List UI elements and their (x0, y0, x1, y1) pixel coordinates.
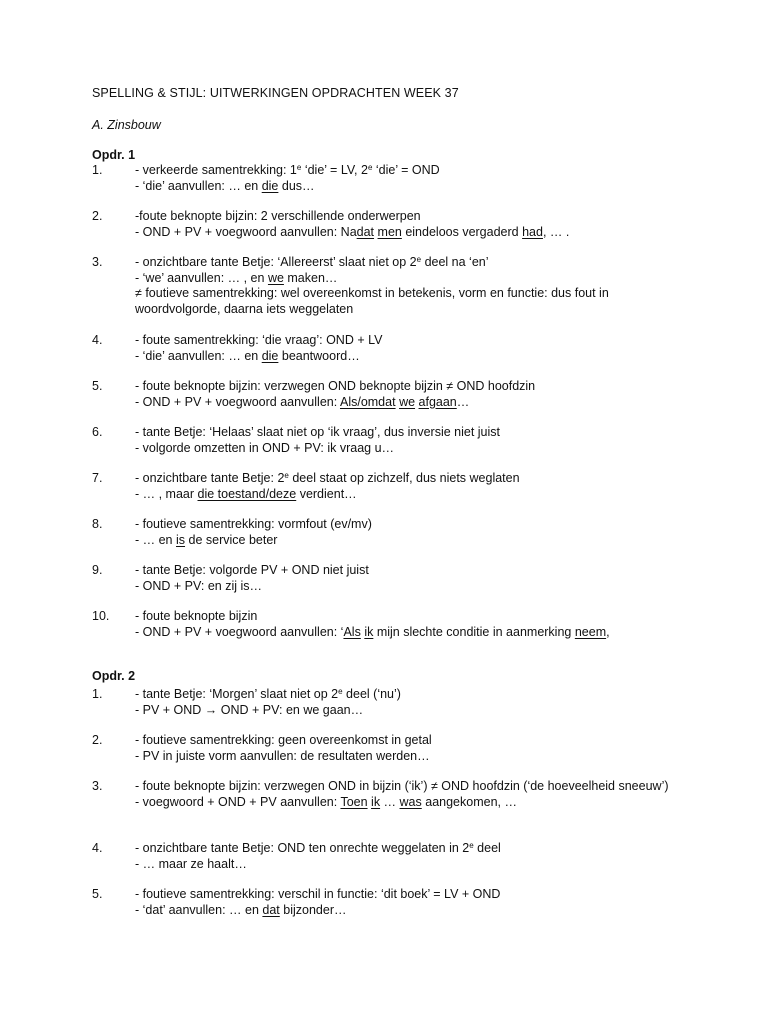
list-item (92, 687, 692, 718)
item-lines (135, 163, 692, 194)
text-segment: - verkeerde samentrekking: 1 (135, 163, 297, 177)
underlined-word: ik (371, 794, 381, 809)
item-lines (135, 687, 692, 718)
item-lines (135, 841, 692, 872)
item-line (135, 395, 692, 411)
item-line (135, 163, 692, 179)
text-segment: mijn slechte conditie in aanmerking (373, 624, 575, 639)
item-line (135, 841, 692, 857)
text-segment: verdient… (296, 486, 357, 501)
item-lines (135, 779, 692, 810)
item-line (135, 857, 692, 873)
text-segment: beantwoord… (278, 348, 360, 363)
item-line (135, 903, 692, 919)
text-segment: eindeloos vergaderd (401, 224, 523, 239)
list-item (92, 841, 692, 872)
item-number: 10. (92, 609, 110, 623)
list-item (92, 563, 692, 594)
item-line (135, 441, 692, 457)
underlined-word: was (399, 794, 422, 809)
underlined-word: dat (262, 902, 280, 917)
text-segment: deel (473, 841, 501, 855)
text-segment: - onzichtbare tante Betje: 2 (135, 471, 285, 485)
text-segment: - onzichtbare tante Betje: OND ten onrechte weggelaten in 2 (135, 841, 470, 855)
item-line (135, 425, 692, 441)
item-lines (135, 425, 692, 456)
list-item (92, 887, 692, 918)
text-segment: deel staat op zichzelf, dus niets weglaten (288, 471, 520, 485)
text-segment: - voegwoord + OND + PV aanvullen: (135, 794, 341, 809)
opdr1-heading: Opdr. 1 (92, 148, 136, 162)
item-lines (135, 887, 692, 918)
item-number: 3. (92, 255, 103, 269)
text-segment: - OND + PV + voegwoord aanvullen: Na (135, 224, 357, 239)
list-item (92, 609, 692, 640)
underlined-word: die (261, 348, 279, 363)
superscript: e (416, 255, 422, 264)
item-line (135, 209, 692, 225)
opdr2-heading: Opdr. 2 (92, 669, 136, 683)
item-line (135, 579, 692, 595)
text-segment: bijzonder… (279, 902, 347, 917)
item-line (135, 487, 692, 503)
list-item (92, 255, 692, 317)
text-segment: -foute beknopte bijzin: 2 verschillende onderwerpen (135, 209, 421, 223)
list-item (92, 517, 692, 548)
item-number: 4. (92, 841, 103, 855)
text-segment: - OND + PV + voegwoord aanvullen: (135, 394, 340, 409)
underlined-word: had (522, 224, 543, 239)
text-segment: de service beter (185, 532, 278, 547)
item-line (135, 687, 692, 703)
text-segment: - foutieve samentrekking: vormfout (ev/mv) (135, 517, 372, 531)
item-line (135, 471, 692, 487)
text-segment: , (606, 624, 610, 639)
text-segment: - … maar ze haalt… (135, 856, 247, 871)
item-lines (135, 209, 692, 240)
list-item (92, 779, 692, 810)
section-heading: A. Zinsbouw (92, 118, 161, 132)
text-segment: - volgorde omzetten in OND + PV: ik vraag u… (135, 440, 395, 455)
text-segment: - tante Betje: ‘Morgen’ slaat niet op 2 (135, 687, 339, 701)
item-line (135, 625, 692, 641)
item-number: 2. (92, 209, 103, 223)
text-segment: - ‘dat’ aanvullen: … en (135, 902, 263, 917)
item-line (135, 779, 692, 795)
text-segment: - ‘we’ aanvullen: … , en (135, 270, 268, 285)
item-number: 5. (92, 379, 103, 393)
underlined-word: is (176, 532, 186, 547)
list-item (92, 379, 692, 410)
underlined-word: die toestand/deze (197, 486, 297, 501)
item-lines (135, 517, 692, 548)
item-line (135, 286, 692, 317)
text-segment: - PV + OND → OND + PV: en we gaan… (135, 702, 364, 717)
text-segment: dus… (278, 178, 315, 193)
text-segment: - foutieve samentrekking: verschil in functie: ‘dit boek’ = LV + OND (135, 887, 501, 901)
text-segment: - foute beknopte bijzin: verzwegen OND beknopte bijzin ≠ OND hoofdzin (135, 379, 536, 393)
item-lines (135, 733, 692, 764)
list-item (92, 163, 692, 194)
item-number: 9. (92, 563, 103, 577)
underlined-word: die (261, 178, 279, 193)
item-number: 4. (92, 333, 103, 347)
text-segment: - foute beknopte bijzin: verzwegen OND in bijzin (‘ik’) ≠ OND hoofdzin (‘de hoeveelheid sneeuw’) (135, 779, 669, 793)
item-line (135, 733, 692, 749)
underlined-word: ik (364, 624, 374, 639)
item-number: 3. (92, 779, 103, 793)
text-segment: … (380, 794, 400, 809)
item-line (135, 271, 692, 287)
superscript: e (296, 163, 302, 172)
text-segment: … (456, 394, 470, 409)
item-line (135, 887, 692, 903)
item-line (135, 563, 692, 579)
superscript: e (469, 841, 474, 850)
item-number: 7. (92, 471, 103, 485)
item-line (135, 533, 692, 549)
list-item (92, 333, 692, 364)
underlined-word: Als/omdat (339, 394, 396, 409)
text-segment: deel na ‘en’ (421, 255, 489, 269)
superscript: e (367, 163, 373, 172)
item-number: 8. (92, 517, 103, 531)
item-number: 2. (92, 733, 103, 747)
text-segment: maken… (283, 270, 338, 285)
list-item (92, 209, 692, 240)
superscript: e (284, 471, 289, 480)
text-segment: - ‘die’ aanvullen: … en (135, 348, 262, 363)
item-lines (135, 333, 692, 364)
item-line (135, 179, 692, 195)
document-title: SPELLING & STIJL: UITWERKINGEN OPDRACHTEN WEEK 37 (92, 86, 459, 100)
underlined-word: we (399, 394, 416, 409)
text-segment: - … en (135, 532, 176, 547)
item-number: 6. (92, 425, 103, 439)
item-line (135, 517, 692, 533)
text-segment: - OND + PV: en zij is… (135, 578, 262, 593)
item-lines (135, 609, 692, 640)
item-line (135, 349, 692, 365)
item-lines (135, 255, 692, 317)
underlined-word: men (377, 224, 402, 239)
underlined-word: neem (574, 624, 607, 639)
item-line (135, 703, 692, 719)
item-lines (135, 379, 692, 410)
text-segment: ‘die’ = OND (372, 163, 440, 177)
item-line (135, 333, 692, 349)
text-segment: - foute beknopte bijzin (135, 609, 258, 623)
text-segment: - OND + PV + voegwoord aanvullen: ‘ (135, 624, 344, 639)
text-segment: - tante Betje: ‘Helaas’ slaat niet op ‘ik vraag’, dus inversie niet juist (135, 425, 500, 439)
text-segment: - ‘die’ aanvullen: … en (135, 178, 262, 193)
text-segment: - foute samentrekking: ‘die vraag’: OND + LV (135, 333, 383, 347)
list-item (92, 471, 692, 502)
item-line (135, 609, 692, 625)
text-segment: ≠ foutieve samentrekking: wel overeenkomst in betekenis, vorm en functie: dus fout in woordvolgorde, daarna iets weggelaten (135, 286, 609, 316)
item-number: 1. (92, 163, 103, 177)
list-item (92, 733, 692, 764)
underlined-word: dat (356, 224, 375, 239)
underlined-word: Toen (340, 794, 368, 809)
item-number: 5. (92, 887, 103, 901)
item-lines (135, 563, 692, 594)
underlined-word: Als (343, 624, 361, 639)
underlined-word: we (267, 270, 284, 285)
text-segment: - PV in juiste vorm aanvullen: de resultaten werden… (135, 748, 430, 763)
list-item (92, 425, 692, 456)
item-lines (135, 471, 692, 502)
item-line (135, 255, 692, 271)
text-segment: - foutieve samentrekking: geen overeenkomst in getal (135, 733, 432, 747)
text-segment: - … , maar (135, 486, 198, 501)
text-segment: , … . (542, 224, 570, 239)
text-segment: ‘die’ = LV, 2 (301, 163, 368, 177)
text-segment: - tante Betje: volgorde PV + OND niet juist (135, 563, 369, 577)
item-number: 1. (92, 687, 103, 701)
text-segment: deel (‘nu’) (342, 687, 401, 701)
item-line (135, 379, 692, 395)
underlined-word: afgaan (418, 394, 457, 409)
text-segment: - onzichtbare tante Betje: ‘Allereerst’ slaat niet op 2 (135, 255, 417, 269)
item-line (135, 795, 692, 811)
item-line (135, 749, 692, 765)
superscript: e (338, 687, 343, 696)
item-line (135, 225, 692, 241)
text-segment: aangekomen, … (421, 794, 517, 809)
